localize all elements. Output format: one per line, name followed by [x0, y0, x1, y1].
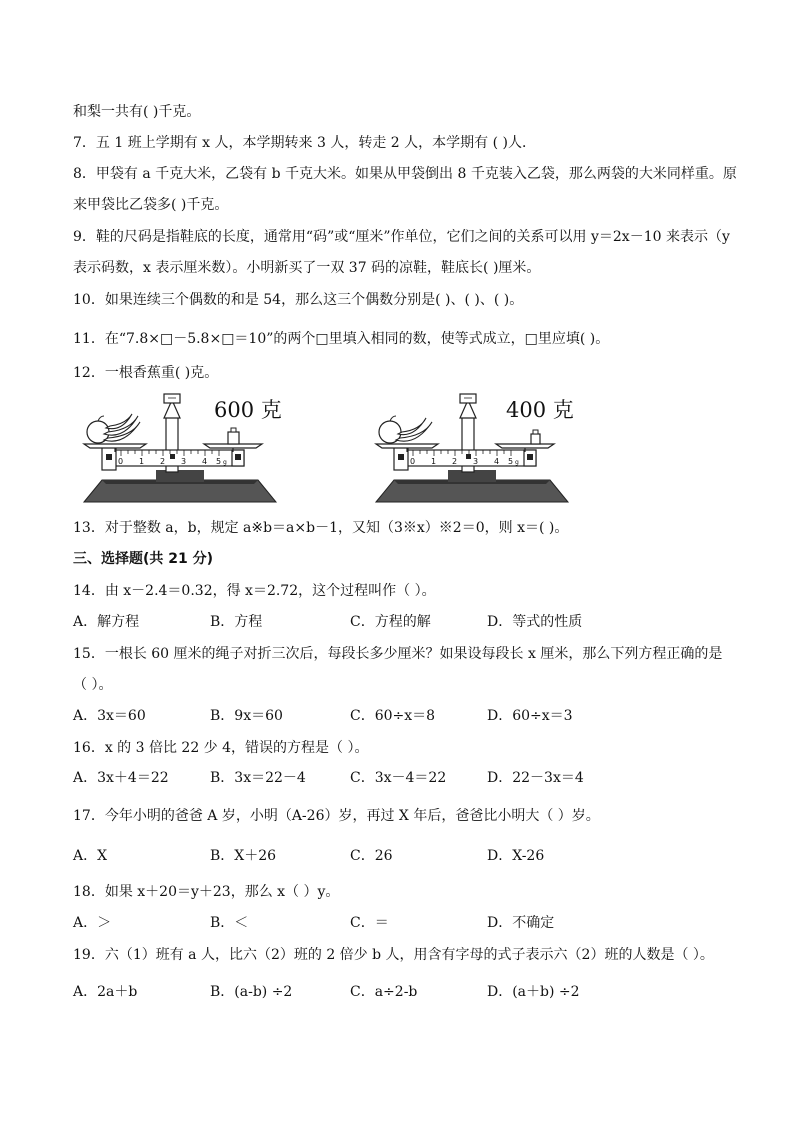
question-9-line-2: 表示码数，x 表示厘米数）。小明新买了一双 37 码的凉鞋，鞋底长( )厘米。	[73, 260, 541, 276]
question-17-options	[73, 846, 733, 866]
question-18: 18．如果 x＋20＝y＋23，那么 x（ ）y。	[73, 884, 340, 900]
q16-option-d[interactable]: D．22－3x＝4	[487, 770, 584, 786]
question-16: 16．x 的 3 倍比 22 少 4，错误的方程是（ ）。	[73, 740, 369, 756]
q6-continuation: 和梨一共有( )千克。	[73, 104, 201, 120]
question-18-options	[73, 913, 733, 933]
scale-1-tick-5: 5	[216, 457, 222, 466]
scale-1-tick-1: 1	[139, 457, 145, 466]
q19-option-b[interactable]: B．(a-b) ÷2	[210, 984, 293, 1000]
question-11: 11．在“7.8×□－5.8×□＝10”的两个□里填入相同的数，使等式成立，□里应填( )。	[73, 331, 610, 347]
q14-option-b[interactable]: B．方程	[210, 614, 263, 630]
q16-option-a[interactable]: A．3x＋4＝22	[73, 770, 169, 786]
scale-2-unit: g	[515, 459, 519, 466]
scale-1-unit: g	[223, 459, 227, 466]
scale-2-tick-1: 1	[431, 457, 437, 466]
q14-option-c[interactable]: C．方程的解	[350, 614, 431, 630]
scale-1-tick-4: 4	[202, 457, 208, 466]
question-15-line-2: （ ）。	[73, 677, 113, 693]
question-14: 14．由 x－2.4＝0.32，得 x＝2.72，这个过程叫作（ ）。	[73, 583, 436, 599]
question-12: 12．一根香蕉重( )克。	[73, 365, 219, 381]
scale-1-tick-0: 0	[118, 457, 124, 466]
q17-option-c[interactable]: C．26	[350, 848, 393, 864]
scale-2-tick-3: 3	[473, 457, 479, 466]
question-8-line-1: 8．甲袋有 a 千克大米，乙袋有 b 千克大米。如果从甲袋倒出 8 千克装入乙袋，那么两袋的大米同样重。原	[73, 166, 737, 182]
question-10: 10．如果连续三个偶数的和是 54，那么这三个偶数分别是( )、( )、( )。	[73, 292, 524, 308]
scale-2-weight-label: 400 克	[506, 398, 574, 422]
q18-option-c[interactable]: C．＝	[350, 915, 389, 931]
q16-option-b[interactable]: B．3x＝22－4	[210, 770, 306, 786]
q19-option-a[interactable]: A．2a＋b	[73, 984, 138, 1000]
scale-2-tick-0: 0	[410, 457, 416, 466]
question-19-options	[73, 982, 733, 1002]
section-3-heading: 三、选择题(共 21 分)	[73, 551, 214, 567]
scale-1-tick-2: 2	[160, 457, 166, 466]
question-8-line-2: 来甲袋比乙袋多( )千克。	[73, 197, 229, 213]
q19-option-c[interactable]: C．a÷2-b	[350, 984, 418, 1000]
q18-option-b[interactable]: B．＜	[210, 915, 249, 931]
question-17: 17．今年小明的爸爸 A 岁，小明（A-26）岁，再过 X 年后，爸爸比小明大（ ）岁。	[73, 808, 600, 824]
q14-option-a[interactable]: A．解方程	[73, 614, 140, 630]
question-16-options	[73, 768, 733, 788]
question-9-line-1: 9．鞋的尺码是指鞋底的长度，通常用“码”或“厘米”作单位，它们之间的关系可以用 y＝2x－10 来表示（y	[73, 229, 730, 245]
question-15-options	[73, 706, 733, 726]
balance-scale-1	[80, 392, 280, 508]
q15-option-c[interactable]: C．60÷x＝8	[350, 708, 436, 724]
q15-option-d[interactable]: D．60÷x＝3	[487, 708, 573, 724]
q17-option-b[interactable]: B．X＋26	[210, 848, 277, 864]
scale-1-weight-label: 600 克	[214, 398, 282, 422]
scale-2-tick-5: 5	[508, 457, 514, 466]
q18-option-d[interactable]: D．不确定	[487, 915, 555, 931]
q14-option-d[interactable]: D．等式的性质	[487, 614, 583, 630]
q16-option-c[interactable]: C．3x－4＝22	[350, 770, 447, 786]
q18-option-a[interactable]: A．＞	[73, 915, 112, 931]
scale-2-tick-4: 4	[494, 457, 500, 466]
q17-option-a[interactable]: A．X	[73, 848, 108, 864]
question-7: 7．五 1 班上学期有 x 人，本学期转来 3 人，转走 2 人，本学期有 ( )人．	[73, 135, 536, 151]
balance-scale-2	[372, 392, 572, 508]
q19-option-d[interactable]: D．(a＋b) ÷2	[487, 984, 580, 1000]
question-13: 13．对于整数 a，b，规定 a※b＝a×b－1，又知（3※x）※2＝0，则 x＝( )。	[73, 520, 569, 536]
q17-option-d[interactable]: D．X-26	[487, 848, 545, 864]
question-15-line-1: 15．一根长 60 厘米的绳子对折三次后，每段长多少厘米？如果设每段长 x 厘米，那么下列方程正确的是	[73, 646, 723, 662]
scale-1-tick-3: 3	[181, 457, 187, 466]
scale-2-tick-2: 2	[452, 457, 458, 466]
q15-option-b[interactable]: B．9x＝60	[210, 708, 283, 724]
q15-option-a[interactable]: A．3x＝60	[73, 708, 146, 724]
question-19: 19．六（1）班有 a 人，比六（2）班的 2 倍少 b 人，用含有字母的式子表示六（2）班的人数是（ ）。	[73, 947, 714, 963]
question-14-options	[73, 612, 733, 632]
